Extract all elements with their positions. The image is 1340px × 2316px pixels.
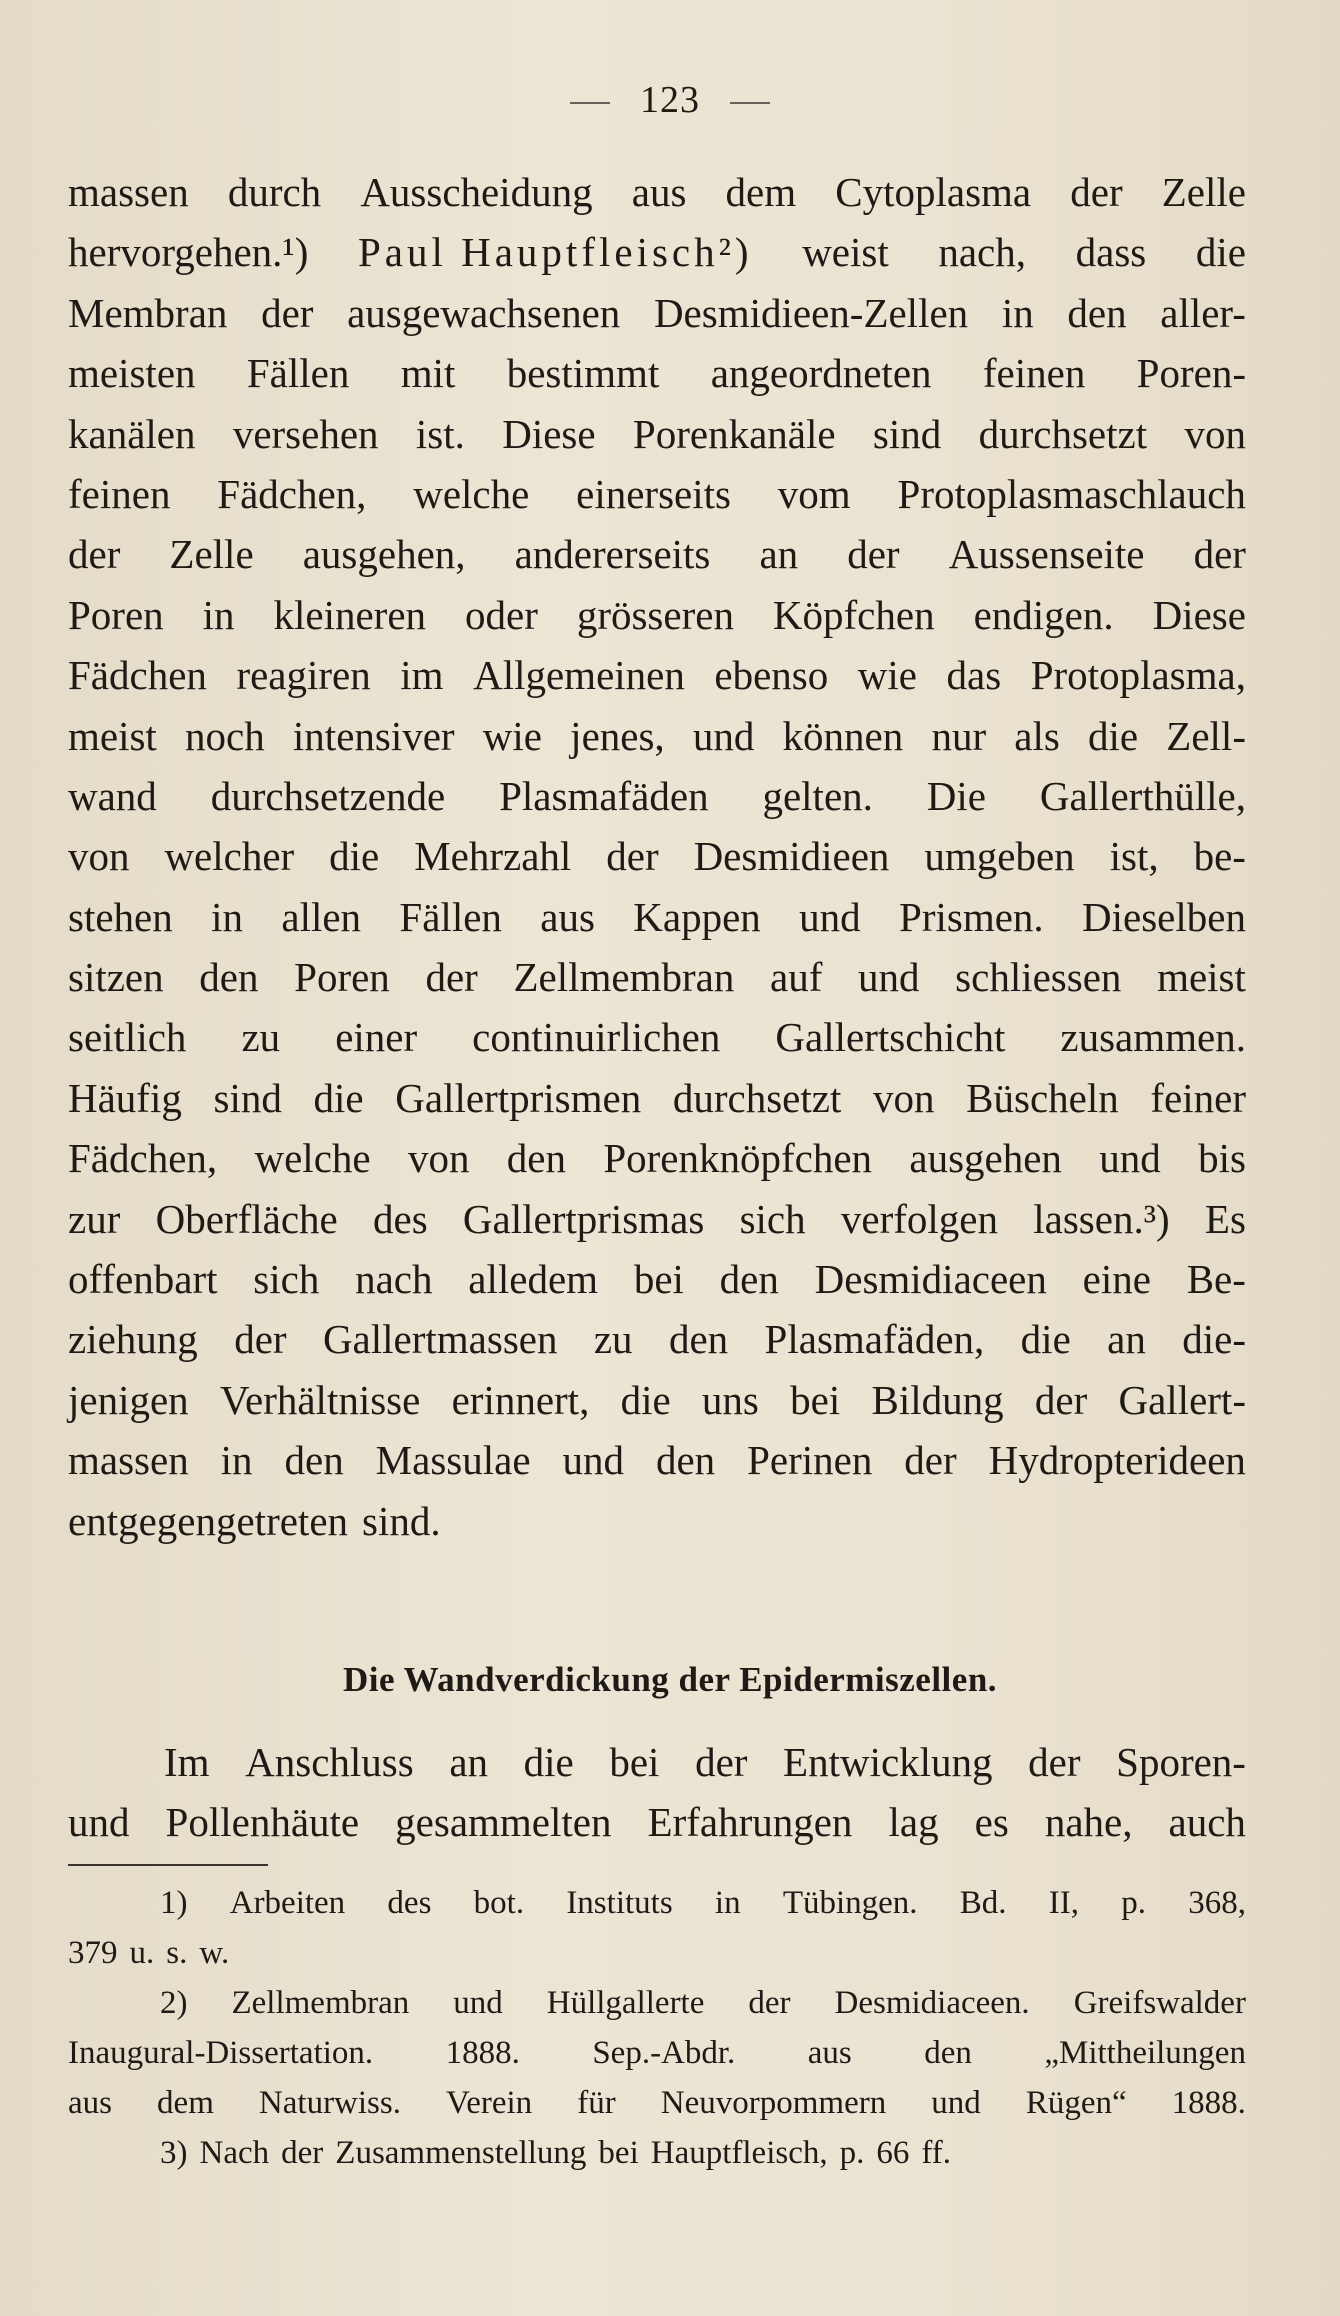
- word: wie: [857, 652, 917, 699]
- word: Mehrzahl: [414, 833, 572, 880]
- section-paragraph: [68, 1738, 1246, 1859]
- word: allen: [281, 893, 362, 940]
- word: aus: [68, 2085, 112, 2121]
- word: Häufig: [68, 1074, 182, 1121]
- word: massen: [68, 169, 189, 215]
- word: Desmidieen: [693, 833, 890, 880]
- word: 1888.: [1171, 2085, 1246, 2121]
- word: lag: [888, 1799, 939, 1846]
- word: Anschluss: [245, 1739, 414, 1785]
- word: dem: [725, 169, 797, 215]
- word: Membran: [68, 289, 228, 336]
- body-line: [68, 1436, 1246, 1496]
- word: Perinen: [747, 1437, 873, 1484]
- word: Fädchen: [68, 652, 207, 699]
- word: seitlich: [68, 1014, 187, 1061]
- word: Protoplasma,: [1030, 652, 1246, 699]
- word: Cytoplasma: [835, 169, 1032, 215]
- word: Ausscheidung: [360, 169, 593, 215]
- word: Arbeiten: [229, 1885, 346, 1921]
- word: der: [68, 531, 121, 578]
- word: sind: [872, 410, 942, 457]
- body-line: [68, 712, 1246, 772]
- word: Kappen: [633, 893, 761, 940]
- word: andererseits: [514, 531, 711, 578]
- word: Gallertschicht: [775, 1014, 1006, 1061]
- word: u.: [129, 1935, 155, 1971]
- word: bei: [633, 1256, 684, 1303]
- word: Protoplasmaschlauch: [897, 470, 1246, 517]
- word: für: [577, 2085, 616, 2121]
- word: Porenknöpfchen: [603, 1135, 873, 1182]
- body-line: [68, 289, 1246, 349]
- word: Diese: [502, 410, 596, 457]
- word: feinen: [982, 350, 1086, 397]
- footnote-line: [68, 2085, 1246, 2135]
- word: Paul Hauptfleisch²): [357, 229, 753, 276]
- word: Fädchen,: [68, 1135, 218, 1182]
- word: Hauptfleisch,: [650, 2135, 828, 2171]
- word: den: [924, 2035, 972, 2071]
- word: die: [1195, 229, 1246, 276]
- word: bot.: [473, 1885, 525, 1921]
- word: w.: [199, 1935, 230, 1971]
- word: durch: [227, 169, 322, 215]
- word: vom: [777, 470, 851, 517]
- word: versehen: [232, 410, 379, 457]
- word: aller-: [1160, 289, 1246, 336]
- body-line: [68, 1134, 1246, 1194]
- body-paragraph: [68, 168, 1246, 1557]
- word: s.: [166, 1935, 188, 1971]
- body-line: [68, 1255, 1246, 1315]
- body-line: [68, 1074, 1246, 1134]
- body-line: [68, 530, 1246, 590]
- word: weist: [802, 229, 889, 276]
- footnote-line: [68, 2035, 1246, 2085]
- word: jenes,: [570, 712, 665, 759]
- word: Desmidieen-Zellen: [653, 289, 969, 336]
- word: Poren-: [1136, 350, 1246, 397]
- word: aus: [807, 2035, 852, 2071]
- word: Rügen“: [1025, 2085, 1127, 2121]
- word: kanälen: [68, 410, 196, 457]
- section-line: [68, 1798, 1246, 1858]
- word: jenigen: [68, 1376, 189, 1423]
- word: und: [931, 2085, 981, 2121]
- word: erinnert,: [451, 1376, 590, 1423]
- word: bei: [790, 1376, 841, 1423]
- word: 368,: [1188, 1885, 1246, 1921]
- word: und: [1099, 1135, 1161, 1182]
- word: offenbart: [68, 1256, 218, 1303]
- word: nahe,: [1044, 1799, 1133, 1846]
- body-line: [68, 953, 1246, 1013]
- word: in: [202, 591, 235, 638]
- word: sind.: [362, 1497, 441, 1544]
- word: Bildung: [871, 1376, 1004, 1423]
- word: und: [562, 1437, 624, 1484]
- word: Plasmafäden: [499, 772, 709, 819]
- word: den: [1067, 289, 1127, 336]
- word: Zelle: [169, 531, 254, 578]
- word: bei: [609, 1739, 660, 1785]
- word: stehen: [68, 893, 173, 940]
- word: von: [1184, 410, 1246, 457]
- body-line: [68, 1315, 1246, 1375]
- word: dass: [1075, 229, 1147, 276]
- word: Greifswalder: [1073, 1985, 1246, 2021]
- word: das: [946, 652, 1002, 699]
- word: ist.: [415, 410, 465, 457]
- word: Im: [164, 1739, 210, 1785]
- body-line: [68, 470, 1246, 530]
- word: nach: [355, 1256, 433, 1303]
- body-line: [68, 228, 1246, 288]
- word: Bd.: [959, 1885, 1007, 1921]
- word: aus: [631, 169, 687, 215]
- word: durchsetzt: [978, 410, 1148, 457]
- word: der: [847, 531, 900, 578]
- word: oder: [465, 591, 538, 638]
- word: intensiver: [292, 712, 455, 759]
- word: Zell-: [1166, 712, 1246, 759]
- footnote-line: [68, 1885, 1246, 1935]
- word: bis: [1198, 1135, 1246, 1182]
- word: 66: [876, 2135, 910, 2171]
- word: in: [714, 1885, 741, 1921]
- word: verfolgen: [840, 1195, 998, 1242]
- word: Erfahrungen: [647, 1799, 853, 1846]
- word: Poren: [68, 591, 164, 638]
- word: an: [1107, 1316, 1146, 1363]
- word: schliessen: [955, 954, 1122, 1001]
- body-line: [68, 410, 1246, 470]
- word: Sporen-: [1116, 1739, 1246, 1785]
- page-number: 123: [640, 79, 700, 121]
- word: Dieselben: [1082, 893, 1246, 940]
- word: wie: [482, 712, 542, 759]
- word: Köpfchen: [772, 591, 935, 638]
- word: durchsetzende: [210, 772, 446, 819]
- word: sich: [253, 1256, 320, 1303]
- body-line: [68, 591, 1246, 651]
- word: der: [606, 833, 659, 880]
- word: meist: [1157, 954, 1246, 1001]
- word: p.: [839, 2135, 865, 2171]
- word: ausgehen: [909, 1135, 1062, 1182]
- word: an: [449, 1739, 489, 1785]
- word: den: [655, 1437, 716, 1484]
- word: ff.: [921, 2135, 951, 2171]
- word: meist: [68, 712, 157, 759]
- word: und: [692, 712, 755, 759]
- word: endigen.: [973, 591, 1114, 638]
- word: continuirlichen: [472, 1014, 721, 1061]
- word: meisten: [68, 350, 196, 397]
- footnote-line: [68, 1935, 1246, 1985]
- word: im: [400, 652, 444, 699]
- word: Fädchen,: [217, 470, 367, 517]
- word: der: [904, 1437, 957, 1484]
- word: und: [858, 954, 920, 1001]
- word: uns: [701, 1376, 759, 1423]
- word: massen: [68, 1437, 189, 1484]
- word: es: [974, 1799, 1009, 1846]
- word: dem: [157, 2085, 214, 2121]
- word: Naturwiss.: [258, 2085, 401, 2121]
- word: auf: [770, 954, 823, 1001]
- word: Porenkanäle: [632, 410, 836, 457]
- word: den: [506, 1135, 566, 1182]
- word: den: [199, 954, 259, 1001]
- footnote-line: [68, 1985, 1246, 2035]
- word: in: [1001, 289, 1034, 336]
- word: Desmidiaceen.: [834, 1985, 1030, 2021]
- header-dash-right: [730, 102, 770, 104]
- word: Be-: [1186, 1256, 1246, 1303]
- word: angeordneten: [710, 350, 932, 397]
- word: grösseren: [576, 591, 734, 638]
- word: der: [1193, 531, 1246, 578]
- word: zur: [68, 1195, 121, 1242]
- word: Prismen.: [899, 893, 1044, 940]
- word: umgeben: [924, 833, 1075, 880]
- word: ziehung: [68, 1316, 198, 1363]
- word: durchsetzt: [672, 1074, 842, 1121]
- word: die: [329, 833, 380, 880]
- word: zu: [593, 1316, 633, 1363]
- word: „Mittheilungen: [1044, 2035, 1246, 2071]
- word: gesammelten: [395, 1799, 612, 1846]
- word: sich: [739, 1195, 806, 1242]
- word: ist,: [1109, 833, 1159, 880]
- word: die-: [1182, 1316, 1246, 1363]
- word: welche: [413, 470, 530, 517]
- word: entgegengetreten: [68, 1497, 349, 1544]
- section-line: [68, 1738, 1246, 1798]
- word: zu: [241, 1014, 281, 1061]
- word: als: [1014, 712, 1060, 759]
- word: nach,: [938, 229, 1027, 276]
- word: Büscheln: [966, 1074, 1119, 1121]
- word: einerseits: [576, 470, 731, 517]
- word: Pollenhäute: [165, 1799, 360, 1846]
- word: Instituts: [566, 1885, 673, 1921]
- body-line: [68, 1013, 1246, 1073]
- word: welcher: [164, 833, 295, 880]
- word: auch: [1168, 1799, 1246, 1846]
- word: Zellmembran: [513, 954, 735, 1001]
- word: ausgehen,: [302, 531, 466, 578]
- body-line: [68, 832, 1246, 892]
- word: Diese: [1152, 591, 1246, 638]
- word: einer: [335, 1014, 418, 1061]
- header-dash-left: [570, 102, 610, 104]
- word: können: [782, 712, 904, 759]
- word: Oberfläche: [155, 1195, 338, 1242]
- word: eine: [1082, 1256, 1151, 1303]
- word: 2): [160, 1985, 188, 2021]
- word: Gallertmassen: [322, 1316, 558, 1363]
- word: nur: [931, 712, 987, 759]
- word: in: [211, 893, 244, 940]
- word: Plasmafäden,: [764, 1316, 985, 1363]
- word: ebenso: [714, 652, 829, 699]
- word: Zusammenstellung: [335, 2135, 587, 2171]
- word: Verhältnisse: [219, 1376, 421, 1423]
- word: Hydropterideen: [988, 1437, 1246, 1484]
- word: Gallerthülle,: [1039, 772, 1246, 819]
- word: Neuvorpommern: [660, 2085, 887, 2121]
- word: Allgemeinen: [473, 652, 685, 699]
- word: sind: [213, 1074, 282, 1121]
- word: von: [873, 1074, 935, 1121]
- word: lassen.³): [1033, 1195, 1170, 1242]
- footnote-line: [68, 2135, 1246, 2185]
- word: mit: [400, 350, 456, 397]
- word: den: [668, 1316, 729, 1363]
- word: welche: [254, 1135, 371, 1182]
- word: II,: [1048, 1885, 1080, 1921]
- word: gelten.: [762, 772, 873, 819]
- word: die: [1020, 1316, 1071, 1363]
- body-line: [68, 349, 1246, 409]
- word: sitzen: [68, 954, 164, 1001]
- page-header: [0, 78, 1340, 122]
- word: die: [1088, 712, 1139, 759]
- word: ausgewachsenen: [347, 289, 621, 336]
- word: Sep.-Abdr.: [592, 2035, 736, 2071]
- word: Es: [1204, 1195, 1246, 1242]
- word: der: [695, 1739, 748, 1785]
- word: der: [1028, 1739, 1081, 1785]
- word: wand: [68, 772, 157, 819]
- word: in: [220, 1437, 253, 1484]
- word: Desmidiaceen: [814, 1256, 1047, 1303]
- word: 379: [68, 1935, 118, 1971]
- word: zusammen.: [1060, 1014, 1246, 1061]
- word: und: [68, 1799, 130, 1846]
- body-line: [68, 1376, 1246, 1436]
- word: Aussenseite: [948, 531, 1145, 578]
- word: aus: [540, 893, 595, 940]
- footnotes: [68, 1885, 1246, 2185]
- word: die: [313, 1074, 364, 1121]
- word: der: [261, 289, 314, 336]
- word: der: [1034, 1376, 1088, 1423]
- footnote-separator: [68, 1864, 268, 1866]
- word: reagiren: [236, 652, 371, 699]
- word: 1888.: [445, 2035, 520, 2071]
- body-line: [68, 1497, 1246, 1557]
- body-line: [68, 772, 1246, 832]
- word: feiner: [1150, 1074, 1246, 1121]
- word: Inaugural-Dissertation.: [68, 2035, 374, 2071]
- word: Gallert-: [1118, 1376, 1246, 1423]
- word: kleineren: [273, 591, 427, 638]
- word: die: [523, 1739, 574, 1785]
- word: Entwicklung: [783, 1739, 993, 1785]
- word: und: [453, 1985, 503, 2021]
- word: feinen: [68, 470, 171, 517]
- word: Gallertprismas: [462, 1195, 705, 1242]
- word: noch: [185, 712, 265, 759]
- body-line: [68, 651, 1246, 711]
- word: hervorgehen.¹): [68, 229, 309, 276]
- word: bei: [598, 2135, 639, 2171]
- word: Fällen: [399, 893, 502, 940]
- word: alledem: [468, 1256, 599, 1303]
- word: Die: [926, 772, 986, 819]
- word: an: [759, 531, 799, 578]
- word: Verein: [446, 2085, 533, 2121]
- word: der: [234, 1316, 287, 1363]
- body-line: [68, 1195, 1246, 1255]
- word: p.: [1121, 1885, 1146, 1921]
- word: von: [68, 833, 130, 880]
- word: Poren: [294, 954, 390, 1001]
- word: Hüllgallerte: [546, 1985, 705, 2021]
- word: den: [719, 1256, 779, 1303]
- word: Fällen: [246, 350, 350, 397]
- word: bestimmt: [506, 350, 660, 397]
- word: be-: [1193, 833, 1246, 880]
- word: Tübingen.: [782, 1885, 918, 1921]
- word: des: [373, 1195, 428, 1242]
- word: des: [387, 1885, 432, 1921]
- word: Zellmembran: [231, 1985, 410, 2021]
- body-line: [68, 168, 1246, 228]
- word: Massulae: [375, 1437, 531, 1484]
- word: 1): [160, 1885, 188, 1921]
- word: und: [799, 893, 861, 940]
- word: der: [281, 2135, 324, 2171]
- word: den: [284, 1437, 344, 1484]
- word: Gallertprismen: [395, 1074, 642, 1121]
- word: Nach: [199, 2135, 270, 2171]
- word: der: [748, 1985, 791, 2021]
- word: 3): [160, 2135, 188, 2171]
- word: Zelle: [1161, 169, 1246, 215]
- word: die: [620, 1376, 671, 1423]
- word: von: [407, 1135, 470, 1182]
- section-heading: Die Wandverdickung der Epidermiszellen.: [342, 1660, 998, 1699]
- word: der: [425, 954, 478, 1001]
- body-line: [68, 893, 1246, 953]
- word: der: [1070, 169, 1123, 215]
